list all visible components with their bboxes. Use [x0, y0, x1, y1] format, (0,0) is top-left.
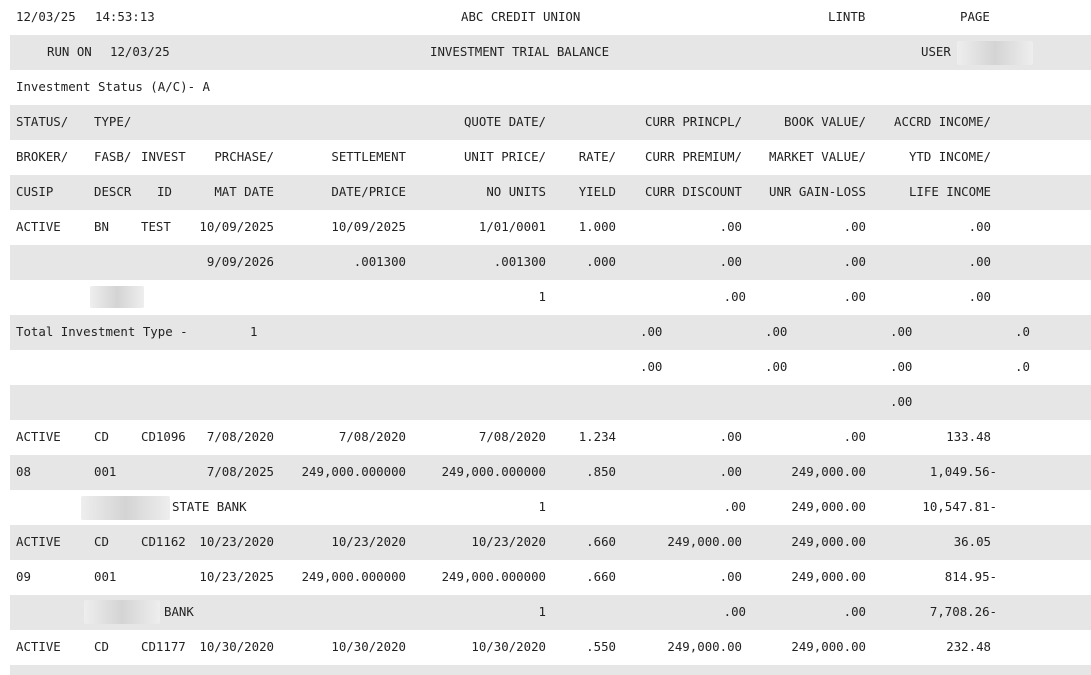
total-market-value: .00	[765, 359, 788, 374]
cell-invest-id: CD1096	[141, 429, 186, 444]
total-label: Total Investment Type -	[16, 324, 188, 339]
cell-invest-id: CD1162	[141, 534, 186, 549]
cell-book-value: 249,000.00	[791, 534, 866, 549]
cell-ytd-income: 814.95-	[944, 569, 997, 584]
redacted-descr	[81, 496, 170, 520]
cell-type: BN	[94, 219, 109, 234]
report-title: INVESTMENT TRIAL BALANCE	[430, 44, 610, 59]
cell-unit-price: .001300	[493, 254, 546, 269]
col-accrd-income: ACCRD INCOME/	[894, 114, 991, 129]
cell-life-income: .00	[968, 289, 991, 304]
cell-rate: 1.234	[578, 429, 616, 444]
col-ytd-income: YTD INCOME/	[908, 149, 991, 164]
cell-settlement: 10/23/2020	[331, 534, 406, 549]
col-invest: INVEST	[141, 149, 186, 164]
cell-settlement: 10/30/2020	[331, 639, 406, 654]
cell-settle-price: 249,000.000000	[301, 569, 406, 584]
cell-fasb: 001	[94, 464, 117, 479]
col-curr-discount: CURR DISCOUNT	[645, 184, 742, 199]
cell-rate: .660	[586, 534, 616, 549]
col-life-income: LIFE INCOME	[908, 184, 991, 199]
cell-settle-price: 249,000.000000	[301, 464, 406, 479]
col-settlement: SETTLEMENT	[331, 149, 406, 164]
cell-ytd-income: .00	[968, 254, 991, 269]
run-on-date: 12/03/25	[110, 44, 170, 59]
cell-fasb: 001	[94, 569, 117, 584]
cell-unr-gain-loss: 249,000.00	[791, 499, 866, 514]
cell-broker: 09	[16, 569, 31, 584]
cell-book-value: .00	[843, 219, 866, 234]
col-market-value: MARKET VALUE/	[769, 149, 866, 164]
col-type: TYPE/	[94, 114, 132, 129]
report-date: 12/03/25	[16, 9, 76, 24]
cell-market-value: .00	[843, 254, 866, 269]
cell-no-units: 1	[538, 604, 546, 619]
cell-status: ACTIVE	[16, 219, 61, 234]
cell-mat-date: 9/09/2026	[206, 254, 274, 269]
cell-settlement: 10/09/2025	[331, 219, 406, 234]
total-ytd-income: .00	[890, 359, 913, 374]
cell-mat-date: 7/08/2025	[206, 464, 274, 479]
cell-type: CD	[94, 639, 109, 654]
cell-market-value: 249,000.00	[791, 464, 866, 479]
cell-type: CD	[94, 534, 109, 549]
cell-book-value: 249,000.00	[791, 639, 866, 654]
cell-quote-date: 10/23/2020	[471, 534, 546, 549]
cell-broker: 08	[16, 464, 31, 479]
cell-status: ACTIVE	[16, 639, 61, 654]
cell-settlement: 7/08/2020	[338, 429, 406, 444]
cell-ytd-income: 1,049.56-	[929, 464, 997, 479]
cell-status: ACTIVE	[16, 534, 61, 549]
col-rate: RATE/	[578, 149, 616, 164]
redacted-user	[957, 41, 1033, 65]
cell-market-value: 249,000.00	[791, 569, 866, 584]
cell-unr-gain-loss: .00	[843, 604, 866, 619]
cell-invest-id: TEST	[141, 219, 171, 234]
cell-curr-discount: .00	[723, 289, 746, 304]
cell-type: CD	[94, 429, 109, 444]
cell-accrd-income: 232.48	[946, 639, 991, 654]
col-mat-date: MAT DATE	[214, 184, 274, 199]
cell-descr: STATE BANK	[172, 499, 247, 514]
col-no-units: NO UNITS	[486, 184, 546, 199]
cell-curr-premium: .00	[719, 464, 742, 479]
total-accrd-income: .00	[890, 324, 913, 339]
cell-purchase: 7/08/2020	[206, 429, 274, 444]
col-unit-price: UNIT PRICE/	[463, 149, 546, 164]
total-extra-2: .0	[1015, 359, 1030, 374]
col-quote-date: QUOTE DATE/	[463, 114, 546, 129]
cell-quote-date: 1/01/0001	[478, 219, 546, 234]
col-descr: DESCR	[94, 184, 132, 199]
cell-no-units: 1	[538, 289, 546, 304]
cell-curr-discount: .00	[723, 499, 746, 514]
col-fasb: FASB/	[94, 149, 132, 164]
cell-curr-premium: .00	[719, 569, 742, 584]
cell-purchase: 10/23/2020	[199, 534, 274, 549]
cell-curr-principal: .00	[719, 429, 742, 444]
col-cusip: CUSIP	[16, 184, 54, 199]
table-row-band	[10, 665, 1091, 675]
cell-unit-price: 249,000.000000	[441, 464, 546, 479]
cell-purchase: 10/09/2025	[199, 219, 274, 234]
col-unr-gain-loss: UNR GAIN-LOSS	[769, 184, 866, 199]
cell-status: ACTIVE	[16, 429, 61, 444]
cell-unr-gain-loss: .00	[843, 289, 866, 304]
col-book-value: BOOK VALUE/	[783, 114, 866, 129]
col-yield: YIELD	[578, 184, 616, 199]
cell-settle-price: .001300	[353, 254, 406, 269]
total-extra: .0	[1015, 324, 1030, 339]
col-curr-principal: CURR PRINCPL/	[645, 114, 742, 129]
cell-accrd-income: 36.05	[953, 534, 991, 549]
cell-rate: .550	[586, 639, 616, 654]
redacted-descr	[84, 600, 160, 624]
cell-yield: .660	[586, 569, 616, 584]
total-count: 1	[250, 324, 258, 339]
cell-yield: .850	[586, 464, 616, 479]
col-id: ID	[157, 184, 172, 199]
total-book-value: .00	[765, 324, 788, 339]
redacted-descr	[90, 286, 144, 308]
total-curr-premium: .00	[640, 359, 663, 374]
report-time: 14:53:13	[95, 9, 155, 24]
cell-curr-principal: .00	[719, 219, 742, 234]
cell-purchase: 10/30/2020	[199, 639, 274, 654]
cell-unit-price: 249,000.000000	[441, 569, 546, 584]
col-curr-premium: CURR PREMIUM/	[645, 149, 742, 164]
cell-yield: .000	[586, 254, 616, 269]
cell-curr-principal: 249,000.00	[667, 639, 742, 654]
cell-accrd-income: 133.48	[946, 429, 991, 444]
cell-curr-principal: 249,000.00	[667, 534, 742, 549]
cell-descr: BANK	[164, 604, 194, 619]
run-on-label: RUN ON	[47, 44, 92, 59]
cell-book-value: .00	[843, 429, 866, 444]
col-status: STATUS/	[16, 114, 69, 129]
cell-mat-date: 10/23/2025	[199, 569, 274, 584]
col-purchase: PRCHASE/	[214, 149, 274, 164]
col-date-price: DATE/PRICE	[331, 184, 406, 199]
total-band-3	[10, 385, 1091, 420]
cell-curr-premium: .00	[719, 254, 742, 269]
cell-curr-discount: .00	[723, 604, 746, 619]
total-curr-principal: .00	[640, 324, 663, 339]
total-life-income: .00	[890, 394, 913, 409]
cell-life-income: 10,547.81-	[922, 499, 997, 514]
cell-no-units: 1	[538, 499, 546, 514]
section-title: Investment Status (A/C)- A	[16, 79, 210, 94]
col-broker: BROKER/	[16, 149, 69, 164]
system-code: LINTB	[828, 9, 866, 24]
cell-quote-date: 7/08/2020	[478, 429, 546, 444]
cell-accrd-income: .00	[968, 219, 991, 234]
institution-name: ABC CREDIT UNION	[461, 9, 581, 24]
cell-quote-date: 10/30/2020	[471, 639, 546, 654]
cell-life-income: 7,708.26-	[929, 604, 997, 619]
cell-invest-id: CD1177	[141, 639, 186, 654]
cell-rate: 1.000	[578, 219, 616, 234]
user-label: USER	[921, 44, 951, 59]
page-label: PAGE	[960, 9, 990, 24]
